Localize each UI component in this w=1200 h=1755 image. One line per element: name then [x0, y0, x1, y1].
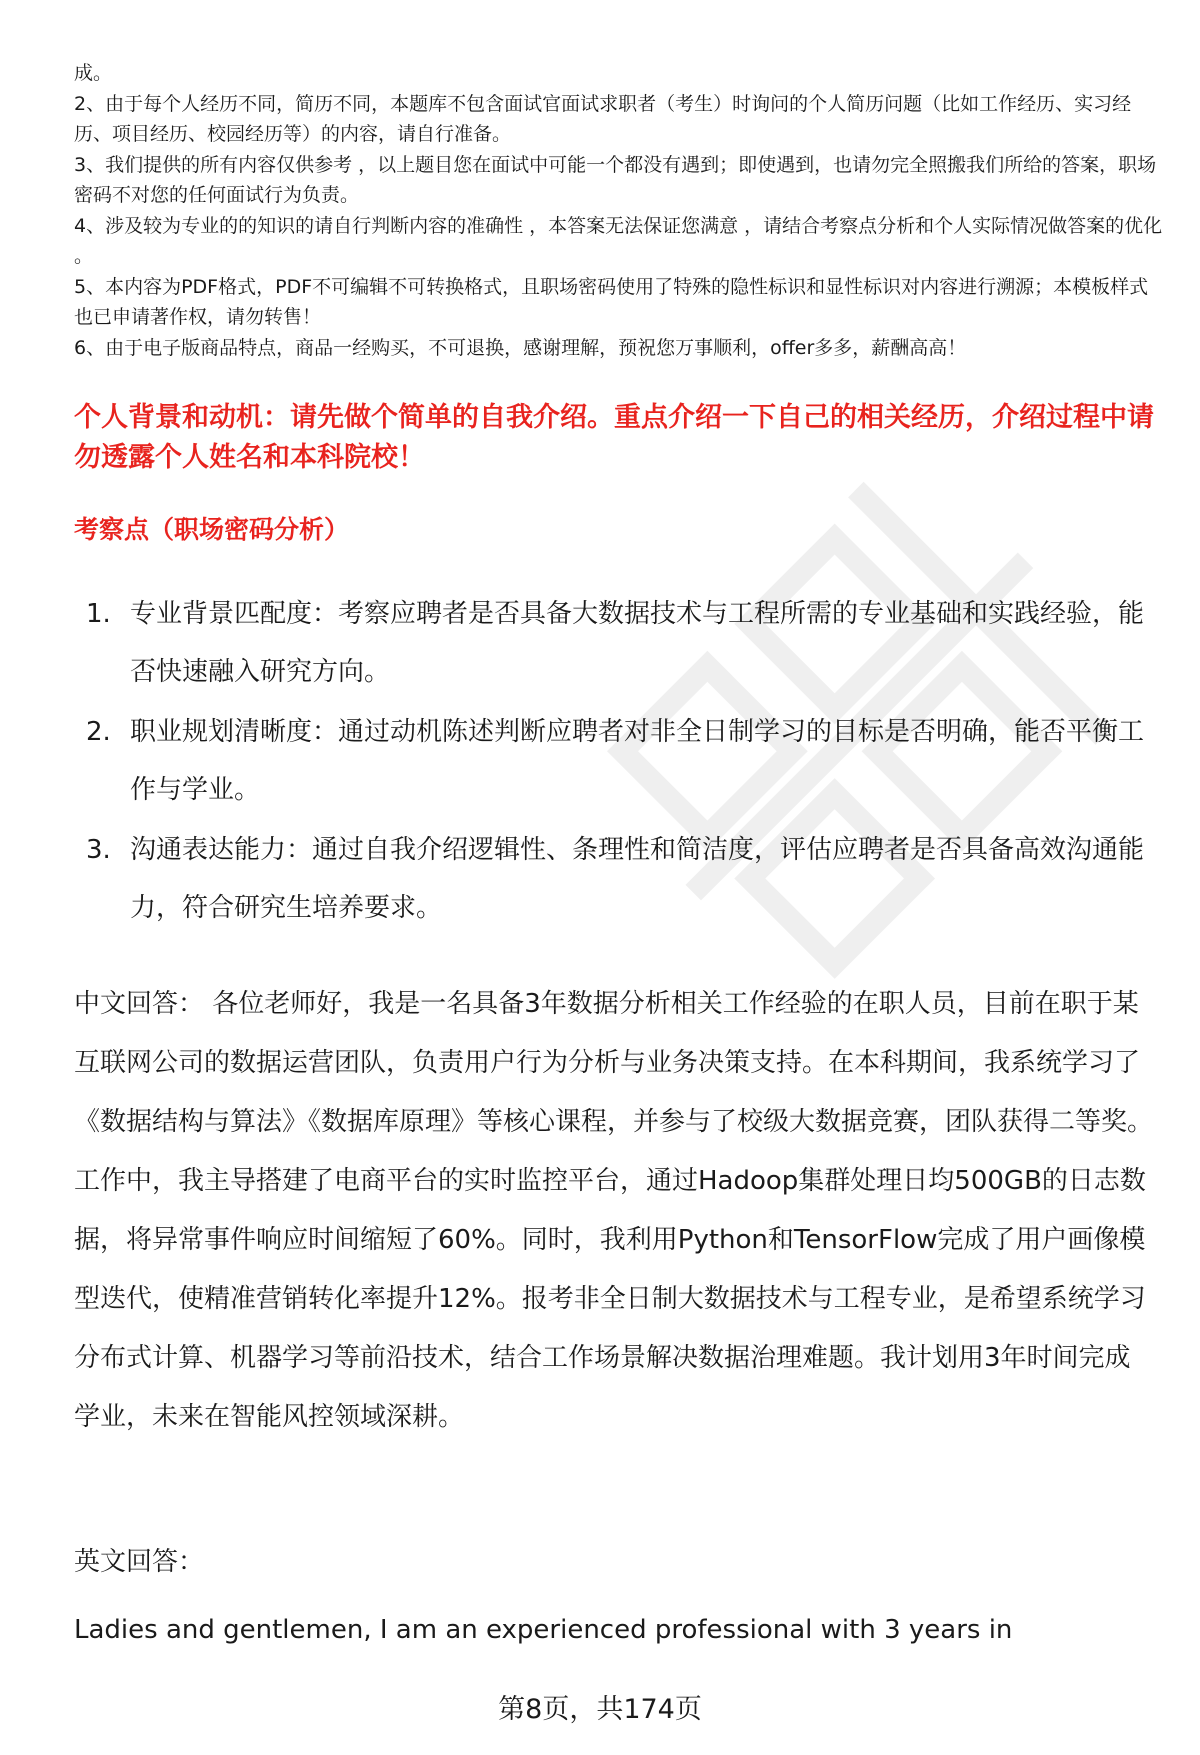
interview-question: 个人背景和动机：请先做个简单的自我介绍。重点介绍一下自己的相关经历，介绍过程中请勿透露个人姓名和本科院校！	[74, 402, 1154, 473]
note-line: 成。	[74, 62, 113, 84]
note-line: 3、我们提供的所有内容仅供参考 ，以上题目您在面试中可能一个都没有遇到；即使遇到，也请勿完全照搬我们所给的答案，职场密码不对您的任何面试行为负责。	[74, 153, 1157, 206]
english-answer-label: 英文回答：	[74, 1547, 205, 1577]
list-item	[74, 585, 1164, 701]
list-item-number: 2.	[86, 717, 111, 747]
analysis-section-title: 考察点（职场密码分析）	[74, 515, 350, 544]
list-item-text: 沟通表达能力：通过自我介绍逻辑性、条理性和简洁度，评估应聘者是否具备高效沟通能力，符合研究生培养要求。	[130, 835, 1145, 923]
note-line: 5、本内容为PDF格式，PDF不可编辑不可转换格式，且职场密码使用了特殊的隐性标识和显性标识对内容进行溯源；本模板样式也已申请著作权，请勿转售！	[74, 275, 1149, 328]
list-item-text: 职业规划清晰度：通过动机陈述判断应聘者对非全日制学习的目标是否明确，能否平衡工作与学业。	[130, 717, 1145, 805]
note-line: 2、由于每个人经历不同，简历不同，本题库不包含面试官面试求职者（考生）时询问的个人简历问题（比如工作经历、实习经历、项目经历、校园经历等）的内容，请自行准备。	[74, 92, 1132, 145]
note-line: 6、由于电子版商品特点，商品一经购买，不可退换，感谢理解，预祝您万事顺利，offer多多，薪酬高高！	[74, 336, 967, 359]
disclaimer-notes	[74, 58, 1164, 363]
english-answer: Ladies and gentlemen, I am an experienced professional with 3 years in	[74, 1615, 1013, 1645]
list-item-number: 1.	[86, 599, 111, 629]
list-item	[74, 703, 1164, 819]
list-item	[74, 821, 1164, 937]
page-number-footer: 第8页，共174页	[498, 1694, 702, 1725]
analysis-points-list	[74, 585, 1164, 939]
note-line: 4、涉及较为专业的的知识的请自行判断内容的准确性 ，本答案无法保证您满意 ，请结合考察点分析和个人实际情况做答案的优化 。	[74, 214, 1163, 267]
chinese-answer: 中文回答： 各位老师好，我是一名具备3年数据分析相关工作经验的在职人员，目前在职于某互联网公司的数据运营团队，负责用户行为分析与业务决策支持。在本科期间，我系统学习了《数据结构与算法》《数据库原理》等核心课程，并参与了校级大数据竞赛，团队获得二等奖。工作中，我主导搭建了电商平台的实时监控平台，通过Hadoop集群处理日均500GB的日志数据，将异常事件响应时间缩短了60%。同时，我利用Python和TensorFlow完成了用户画像模型迭代，使精准营销转化率提升12%。报考非全日制大数据技术与工程专业，是希望系统学习分布式计算、机器学习等前沿技术，结合工作场景解决数据治理难题。我计划用3年时间完成学业，未来在智能风控领域深耕。	[74, 989, 1154, 1432]
list-item-number: 3.	[86, 835, 111, 865]
list-item-text: 专业背景匹配度：考察应聘者是否具备大数据技术与工程所需的专业基础和实践经验，能否快速融入研究方向。	[130, 599, 1145, 687]
